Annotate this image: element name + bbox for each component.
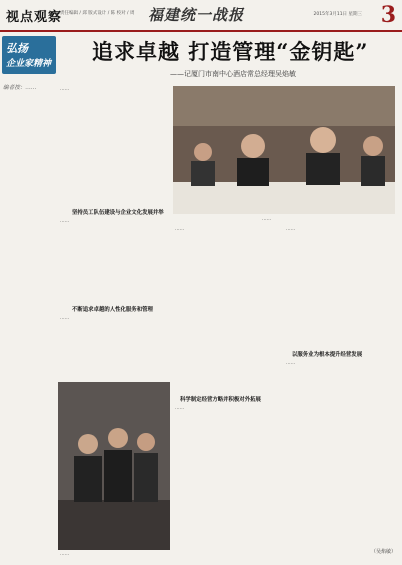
paper-name: 福建统一战报 [148, 6, 245, 24]
section-heading-2: 不断追求卓越的人性化服务和管理 [72, 307, 153, 313]
small-photo [58, 382, 170, 550]
author-signature: （吴焰敏） [370, 549, 396, 555]
editor-meta: 责任编辑 / 邱 版式设计 / 陈 校对 / 周 [60, 11, 135, 16]
subheadline: ——记厦门市南中心酒店常总经理吴焰敏 [170, 70, 296, 78]
editor-note: 编者按：…… [3, 85, 37, 91]
section-heading-1: 坚持员工队伍建设与企业文化发展并举 [72, 210, 164, 216]
issue-date: 2015年3月11日 星期三 [313, 12, 362, 17]
column-banner-line2: 企业家精神 [6, 59, 52, 69]
section-heading-4: 以服务业为根本提升经营发展 [292, 352, 363, 358]
section-title: 视点观察 [6, 10, 63, 25]
body-column-1a: …… [60, 87, 70, 92]
masthead [0, 0, 402, 32]
body-column-1c: …… [60, 316, 70, 321]
body-column-1b: …… [60, 219, 70, 224]
body-column-3a: …… [286, 227, 296, 232]
column-banner [2, 36, 56, 74]
small-photo-caption: …… [60, 552, 70, 557]
page-number: 3 [380, 2, 396, 28]
headline: 追求卓越 打造管理“金钥匙” [92, 39, 369, 64]
main-photo-image [173, 86, 395, 214]
small-photo-image [58, 382, 170, 550]
main-photo [173, 86, 395, 214]
column-banner-line1: 弘扬 [6, 42, 28, 55]
main-photo-caption: …… [262, 217, 272, 222]
body-column-2a: …… [175, 227, 185, 232]
body-column-3b: …… [286, 361, 296, 366]
body-column-2b: …… [175, 406, 185, 411]
section-heading-3: 科学制定经营方略并积极对外拓展 [180, 397, 261, 403]
